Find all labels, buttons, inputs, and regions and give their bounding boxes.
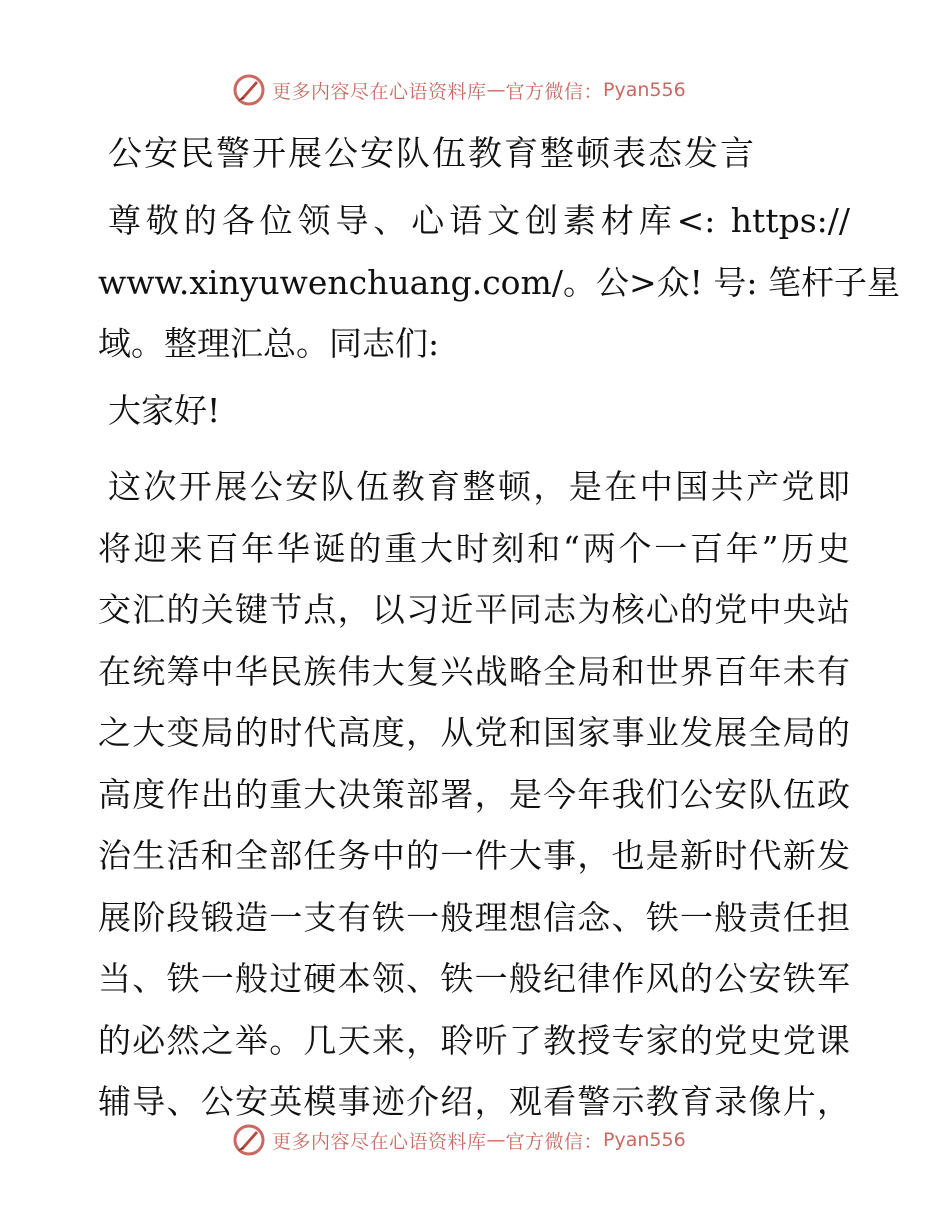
watermark-banner-top — [232, 72, 686, 108]
body-line: 之大变局的时代高度，从党和国家事业发展全局的 — [98, 713, 850, 752]
watermark-site-text: 更多内容尽在心语资料库 — [272, 80, 487, 103]
body-line: 当、铁一般过硬本领、铁一般纪律作风的公安铁军 — [98, 959, 850, 998]
quill-logo-icon — [232, 1123, 266, 1157]
quill-logo-icon — [232, 73, 266, 107]
body-line: 的必然之举。几天来，聆听了教授专家的党史党课 — [98, 1020, 850, 1060]
body-line: 在统筹中华民族伟大复兴战略全局和世界百年未有 — [98, 651, 850, 691]
watermark-site-text: 更多内容尽在心语资料库 — [272, 1130, 487, 1153]
salutation-line: 尊敬的各位领导、心语文创素材库<: https:// — [108, 201, 850, 240]
body-line: 展阶段锻造一支有铁一般理想信念、铁一般责任担 — [98, 897, 850, 937]
watermark-separator: — — [486, 79, 506, 101]
body-line: 交汇的关键节点，以习近平同志为核心的党中央站 — [98, 590, 850, 629]
body-paragraph — [98, 456, 850, 1133]
salutation-paragraph — [98, 190, 900, 375]
watermark-wechat-id: Pyan556 — [603, 79, 686, 101]
body-line: 将迎来百年华诞的重大时刻和“两个一百年”历史 — [98, 528, 850, 568]
watermark-banner-bottom — [232, 1122, 686, 1158]
greeting-paragraph — [98, 380, 850, 442]
body-line: 辅导、公安英模事迹介绍，观看警示教育录像片， — [98, 1082, 850, 1121]
greeting-line: 大家好! — [108, 391, 221, 430]
body-line: 这次开展公安队伍教育整顿，是在中国共产党即 — [108, 467, 850, 506]
body-line: 治生活和全部任务中的一件大事，也是新时代新发 — [98, 836, 850, 875]
salutation-line: www.xinyuwenchuang.com/。公>众! 号: 笔杆子星 — [98, 262, 900, 302]
watermark-wechat-label: 官方微信： — [505, 1130, 604, 1153]
watermark-separator: — — [486, 1129, 506, 1151]
body-line: 高度作出的重大决策部署，是今年我们公安队伍政 — [98, 774, 850, 814]
document-title: 公安民警开展公安队伍教育整顿表态发言 — [108, 134, 756, 174]
watermark-wechat-id: Pyan556 — [603, 1129, 686, 1151]
salutation-line: 域。整理汇总。同志们: — [98, 324, 440, 363]
watermark-wechat-label: 官方微信： — [505, 80, 604, 103]
